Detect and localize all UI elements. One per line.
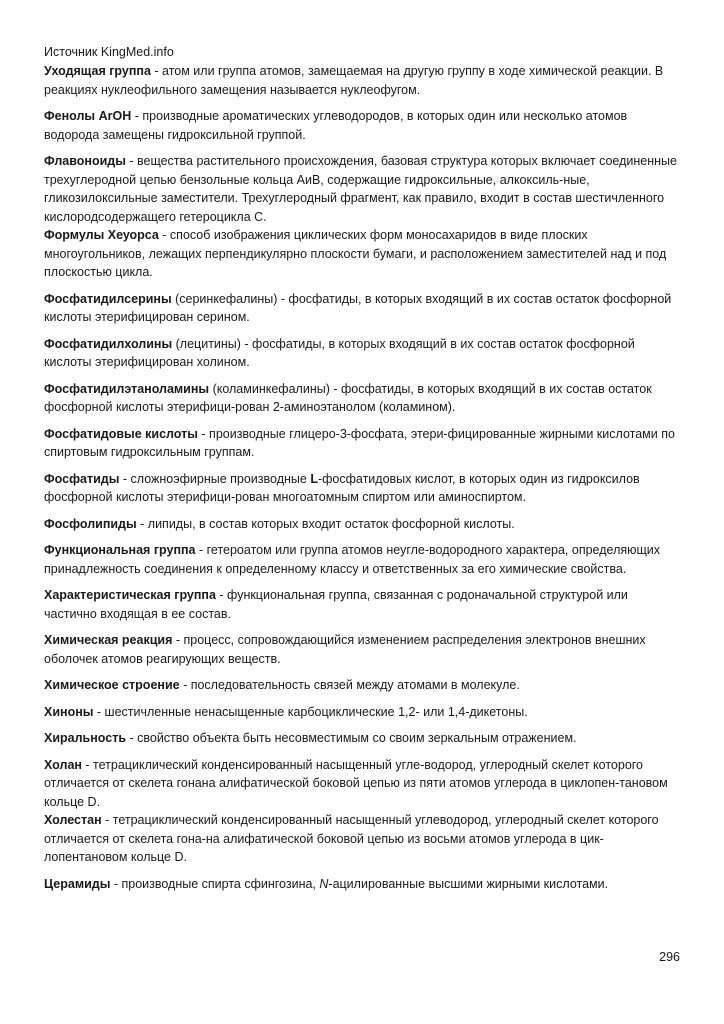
entry-term: Характеристическая группа bbox=[44, 588, 216, 602]
entry-definition: - гетероатом или группа атомов неугле-водородного характера, определяющих принадлежность соединения к определенному классу и ответственных за его химические свойства. bbox=[44, 543, 661, 576]
entry-definition: - липиды, в состав которых входит остаток фосфорной кислоты. bbox=[136, 516, 515, 531]
entry-term: Химическая реакция bbox=[44, 633, 173, 647]
glossary-entry bbox=[44, 335, 684, 372]
entry-term: Фосфатидилсерины bbox=[44, 291, 172, 306]
page-number: 296 bbox=[659, 950, 680, 964]
entry-definition: - функциональная группа, связанная с родоначальной структурой или частично входящая в ее состав. bbox=[44, 588, 628, 621]
entry-definition: - производные спирта сфингозина, bbox=[110, 876, 320, 891]
entry-term: Химическое строение bbox=[44, 678, 180, 692]
entry-term: Фосфолипиды bbox=[44, 516, 137, 531]
entry-definition: - последовательность связей между атомами в молекуле. bbox=[179, 678, 520, 692]
entry-definition-cont: -ацилированные высшими жирными кислотами. bbox=[328, 876, 609, 891]
entry-definition: (коламинкефалины) - фосфатиды, в которых входящий в их состав остаток фосфорной кислоты этерифици-рован 2-аминоэтанолом (коламином). bbox=[44, 381, 652, 414]
glossary-entry bbox=[44, 703, 684, 722]
entry-definition: - атом или группа атомов, замещаемая на другую группу в ходе химической реакции. В реакциях нуклеофильного замещения называется нуклеофугом. bbox=[44, 64, 664, 97]
entry-term: Функциональная группа bbox=[44, 543, 196, 557]
entry-term: Фосфатидилхолины bbox=[44, 336, 173, 351]
entry-definition: - способ изображения циклических форм моносахаридов в виде плоских многоугольников, лежащих перпендикулярно плоскости бумаги, и расположением заместителей над и под плоскостью цикла. bbox=[44, 228, 667, 279]
glossary-entry bbox=[44, 875, 684, 894]
entry-definition: - тетрациклический конденсированный насыщенный угле-водород, углеродный скелет которого отличается от скелета гонана алифатической боковой цепью из пяти атомов углерода в циклопен-тановом кольце D. bbox=[44, 757, 668, 809]
entry-term: Фосфатидовые кислоты bbox=[44, 426, 198, 441]
entry-term: Холестан bbox=[44, 813, 102, 827]
glossary-entry bbox=[44, 756, 684, 812]
entry-definition: - производные глицеро-3-фосфата, этери-фицированные жирными кислотами по спиртовым гидроксильным группам. bbox=[44, 426, 675, 459]
entry-definition: - вещества растительного происхождения, базовая структура которых включает соединенные трехуглеродной цепью бензольные кольца АиВ, содержащие гидроксильные, алкоксиль-ные, гликозилоксильные заместители. Трехуглеродный фрагмент, как правило, входит в состав шестичленного кислородсодержащего гетероцикла С. bbox=[44, 154, 677, 224]
entry-definition: - производные ароматических углеводородов, в которых один или несколько атомов водорода замещены гидроксильной группой. bbox=[44, 109, 628, 142]
glossary-entry bbox=[44, 226, 684, 282]
glossary-entry bbox=[44, 380, 684, 417]
source-header: Источник KingMed.info bbox=[44, 45, 174, 59]
glossary-entry bbox=[44, 425, 684, 462]
glossary-entry bbox=[44, 152, 684, 226]
entry-term: Хиральность bbox=[44, 731, 127, 745]
glossary-entry bbox=[44, 107, 684, 144]
entry-term: Флавоноиды bbox=[44, 154, 126, 168]
entry-term: Холан bbox=[44, 757, 82, 772]
entry-term: Хиноны bbox=[44, 704, 94, 719]
entry-definition: - сложноэфирные производные bbox=[119, 471, 311, 486]
entry-italic-n: N bbox=[319, 876, 329, 891]
glossary-entry bbox=[44, 470, 684, 507]
entry-definition: - шестичленные ненасыщенные карбоциклические 1,2- или 1,4-дикетоны. bbox=[93, 704, 528, 719]
glossary-entry bbox=[44, 290, 684, 327]
glossary-entry bbox=[44, 676, 684, 695]
glossary-entry bbox=[44, 729, 684, 748]
entry-definition: - тетрациклический конденсированный насыщенный углеводород, углеродный скелет которого отличается от скелета гона-на алифатической боковой цепью из восьми атомов углерода в цик-лопентановом кольце D. bbox=[44, 813, 659, 864]
entry-stereo-prefix: L bbox=[310, 471, 318, 486]
entry-term: Церамиды bbox=[44, 876, 111, 891]
glossary-entry bbox=[44, 541, 684, 578]
entry-term: Фосфатиды bbox=[44, 471, 120, 486]
entry-definition: - процесс, сопровождающийся изменением распределения электронов внешних оболочек атомов реагирующих веществ. bbox=[44, 633, 646, 666]
glossary-entry bbox=[44, 586, 684, 623]
entry-definition: (лецитины) - фосфатиды, в которых входящий в их состав остаток фосфорной кислоты этерифицирован холином. bbox=[44, 336, 635, 369]
glossary-entry bbox=[44, 515, 684, 534]
glossary-entry bbox=[44, 631, 684, 668]
entry-definition: - свойство объекта быть несовместимым со своим зеркальным отражением. bbox=[126, 731, 577, 745]
entry-term: Уходящая группа bbox=[44, 64, 151, 78]
document-page bbox=[44, 44, 684, 893]
entry-term: Фенолы ArOH bbox=[44, 109, 132, 123]
entry-definition: (серинкефалины) - фосфатиды, в которых входящий в их состав остаток фосфорной кислоты этерифицирован серином. bbox=[44, 291, 672, 324]
glossary-entry bbox=[44, 62, 684, 99]
entry-term: Формулы Хеуорса bbox=[44, 228, 159, 242]
entry-term: Фосфатидилэтаноламины bbox=[44, 381, 210, 396]
entry-definition-cont: -фосфатидовых кислот, в которых один из гидроксилов фосфорной кислоты этерифици-рован многоатомным спиртом или аминоспиртом. bbox=[44, 471, 640, 504]
glossary-entry bbox=[44, 811, 684, 867]
